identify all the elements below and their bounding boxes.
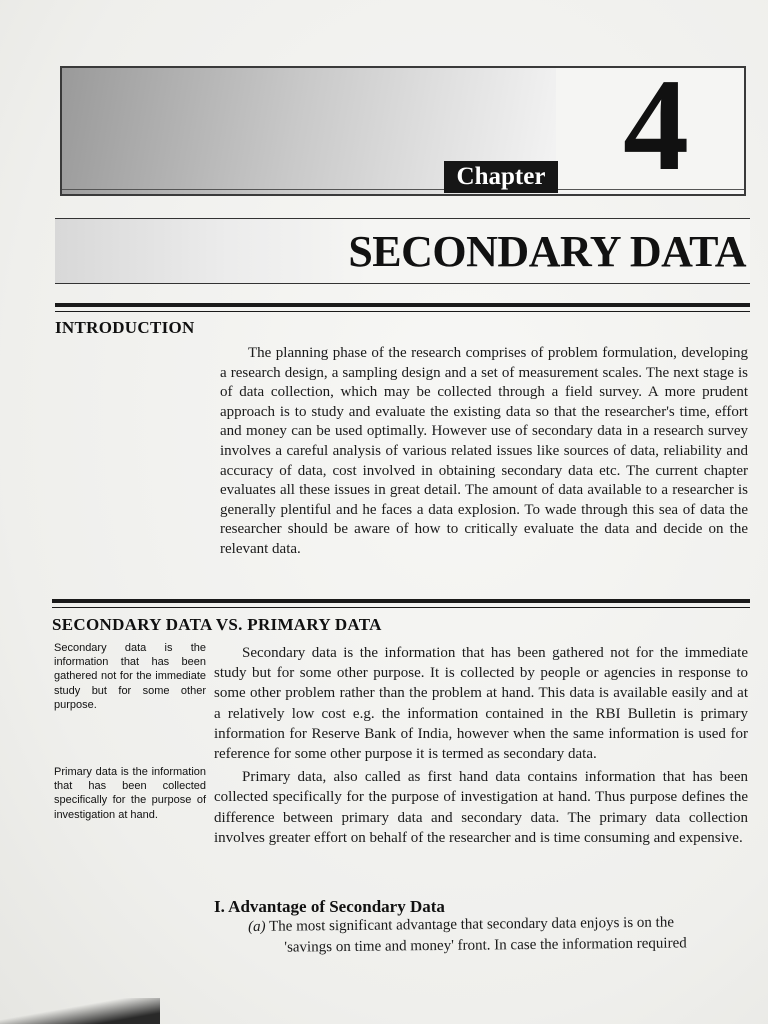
chapter-label: Chapter <box>444 161 558 193</box>
section-rule-top <box>52 599 750 603</box>
introduction-heading: INTRODUCTION <box>55 318 195 337</box>
margin-note-secondary: Secondary data is the information that has been gathered not for the immediate study but for some other purpose. <box>54 642 206 711</box>
intro-rule-bottom <box>55 311 750 312</box>
section-rule-bottom <box>52 607 750 608</box>
introduction-paragraph <box>220 344 748 560</box>
item-a-line1: The most significant advantage that secondary data enjoys is on the <box>269 914 675 935</box>
secondary-vs-primary-body <box>214 643 748 848</box>
intro-rule-top <box>55 303 750 307</box>
secondary-vs-primary-heading: SECONDARY DATA VS. PRIMARY DATA <box>52 615 382 634</box>
page-edge-shadow <box>0 998 160 1024</box>
secondary-data-paragraph: Secondary data is the information that has been gathered not for the immediate study but for some other purpose. It is collected by people or agencies in response to some other problem rather than the problem at hand. This data is available easily and at a relatively low cost e.g. the information contained in the RBI Bulletin is primary information for Reserve Bank of India, however when the same information is used for reference for some other purpose it is termed as secondary data. <box>214 645 748 763</box>
item-a-line2: 'savings on time and money' front. In case the information required <box>284 935 687 956</box>
chapter-number: 4 <box>623 51 689 198</box>
advantage-heading: I. Advantage of Secondary Data <box>214 897 445 916</box>
margin-note-primary: Primary data is the information that has been collected specifically for the purpose of investigation at hand. <box>54 766 206 821</box>
advantage-item-a <box>248 912 748 959</box>
introduction-text: The planning phase of the research comprises of problem formulation, developing a research design, a sampling design and a set of measurement scales. The next stage is of data collection, which may be collected through a field survey. A more prudent approach is to study and evaluate the existing data so that the researcher's time, effort and money can be used optimally. However use of secondary data in a research survey involves a careful analysis of various related issues like sources of data, reliability and accuracy of data, cost involved in obtaining secondary data etc. The current chapter evaluates all these issues in great detail. The amount of data available to a researcher is generally plentiful and he faces a data explosion. To wade through this sea of data the researcher should be aware of how to critically evaluate the data and decide on the relevant data. <box>220 345 748 557</box>
primary-data-paragraph: Primary data, also called as first hand data contains information that has been collected specifically for the purpose of investigation at hand. Thus purpose defines the difference between primary data and secondary data. The primary data collection involves greater effort on behalf of the researcher and is time consuming and expensive. <box>214 769 748 846</box>
page-title: SECONDARY DATA <box>348 227 746 276</box>
item-a-marker: (a) <box>248 918 266 935</box>
